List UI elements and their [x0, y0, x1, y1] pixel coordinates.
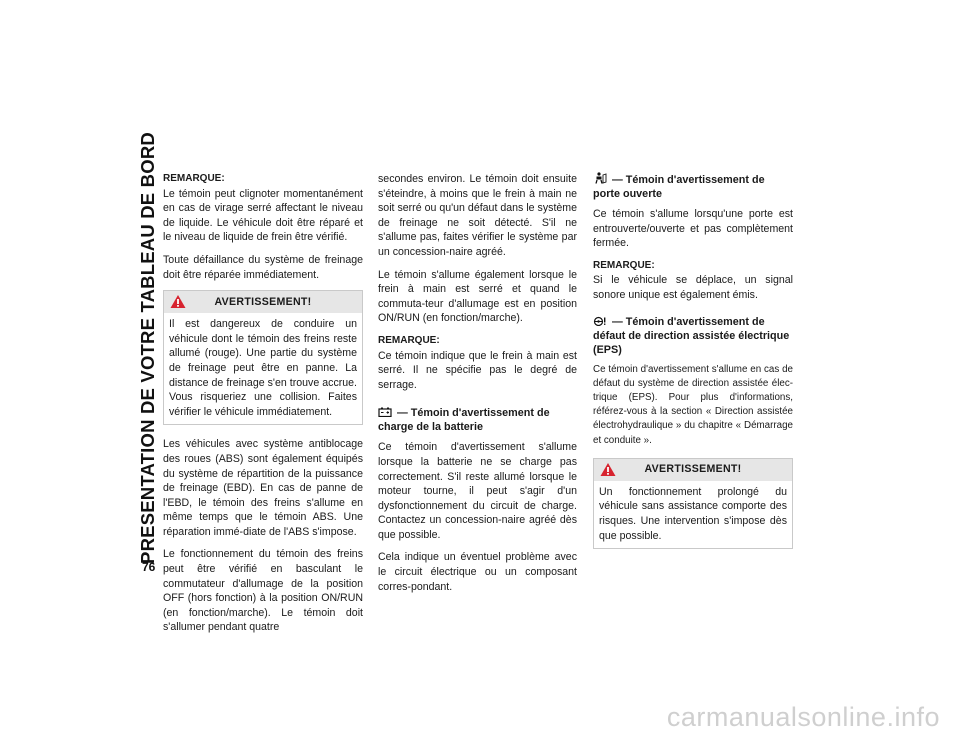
warning-title: AVERTISSEMENT! [214, 295, 312, 308]
section-title: PRESENTATION DE VOTRE TABLEAU DE BORD [137, 131, 159, 564]
section-heading [378, 406, 577, 434]
paragraph: Les véhicules avec système antiblocage des roues (ABS) sont également équipés du système de répartition de la puissance de freinage (EBD). En cas de panne de l'EBD, le témoin des freins s'allume en même temps que le témoin ABS. Une réparation immé-diate de l'ABS s'impose. [163, 438, 363, 538]
warning-body [164, 313, 362, 424]
steering-wheel-icon [593, 316, 607, 326]
column-2 [378, 172, 577, 602]
note-label: REMARQUE: [163, 173, 225, 184]
paragraph: Le fonctionnement du témoin des freins peut être vérifié en basculant le commutateur d'allumage de la position OFF (hors fonction) à la position ON/RUN (en fonction/marche). Le témoin doit s'allumer pendant quatre [163, 548, 363, 634]
note-text: Ce témoin indique que le frein à main est serré. Il ne spécifie pas le degré de serrage. [378, 349, 577, 391]
warning-header [594, 459, 792, 481]
warning-box [163, 290, 363, 425]
paragraph: Ce témoin d'avertissement s'allume en cas de défaut du système de direction assistée élec-trique (EPS). Pour plus d'informations, référez-vous à la section « Direction assistée électrohydraulique » du chapitre « Démarrage et conduite ». [593, 363, 793, 446]
warning-triangle-icon [600, 462, 616, 477]
heading-text: — Témoin d'avertissement de charge de la batterie [378, 407, 550, 434]
paragraph: Ce témoin s'allume lorsqu'une porte est entrouverte/ouverte et pas complètement fermée. [593, 208, 793, 250]
note-text: Si le véhicule se déplace, un signal sonore unique est également émis. [593, 274, 793, 301]
note-block [378, 334, 577, 392]
warning-text: Il est dangereux de conduire un véhicule dont le témoin des freins reste allumé (rouge). Une partie du système de freinage peut être en panne. La distance de freinage s'en trouve accrue. Vous risqueriez une collision. Faites vérifier le véhicule immédiatement. [169, 318, 357, 418]
section-heading [593, 315, 793, 357]
warning-body [594, 481, 792, 548]
warning-box [593, 458, 793, 549]
paragraph: secondes environ. Le témoin doit ensuite s'éteindre, à moins que le frein à main ne soit serré ou qu'un défaut dans le système de freinage ne soit détecté. S'il ne s'allume pas, faites vérifier le système par un concession-naire agréé. [378, 173, 577, 258]
warning-triangle-icon [170, 294, 186, 309]
paragraph: Toute défaillance du système de freinage doit être réparée immédiatement. [163, 253, 363, 281]
section-heading [593, 172, 793, 201]
battery-icon [378, 407, 392, 417]
column-3 [593, 172, 793, 561]
warning-title: AVERTISSEMENT! [644, 463, 742, 476]
page-number: 76 [142, 560, 156, 574]
heading-text: — Témoin d'avertissement de porte ouverte [593, 174, 765, 200]
warning-text: Un fonctionnement prolongé du véhicule sans assistance comporte des risques. Une intervention s'impose dès que possible. [599, 485, 787, 542]
paragraph: Ce témoin d'avertissement s'allume lorsque la batterie ne se charge pas correctement. S'il reste allumé lorsque le moteur tourne, il peut s'agir d'un dysfonctionnement du circuit de charge. Contactez un concession-naire agréé dès que possible. [378, 441, 577, 541]
note-label: REMARQUE: [378, 334, 440, 346]
note-label: REMARQUE: [593, 259, 655, 271]
door-open-icon [593, 172, 607, 184]
note-text: Le témoin peut clignoter momentanément en cas de virage serré affectant le niveau de liquide. Le véhicule doit être réparé et le niveau de liquide de frein être vérifié. [163, 187, 363, 244]
paragraph: Cela indique un éventuel problème avec le circuit électrique ou un composant corres-pondant. [378, 551, 577, 593]
note-block [163, 172, 363, 245]
column-1 [163, 172, 363, 643]
paragraph: Le témoin s'allume également lorsque le frein à main est serré et quand le commuta-teur d'allumage est en position ON/RUN (en fonction/marche). [378, 268, 577, 325]
warning-header [164, 291, 362, 313]
note-block [593, 259, 793, 303]
watermark: carmanualsonline.info [666, 702, 940, 732]
heading-text: — Témoin d'avertissement de défaut de direction assistée électrique (EPS) [593, 315, 790, 356]
